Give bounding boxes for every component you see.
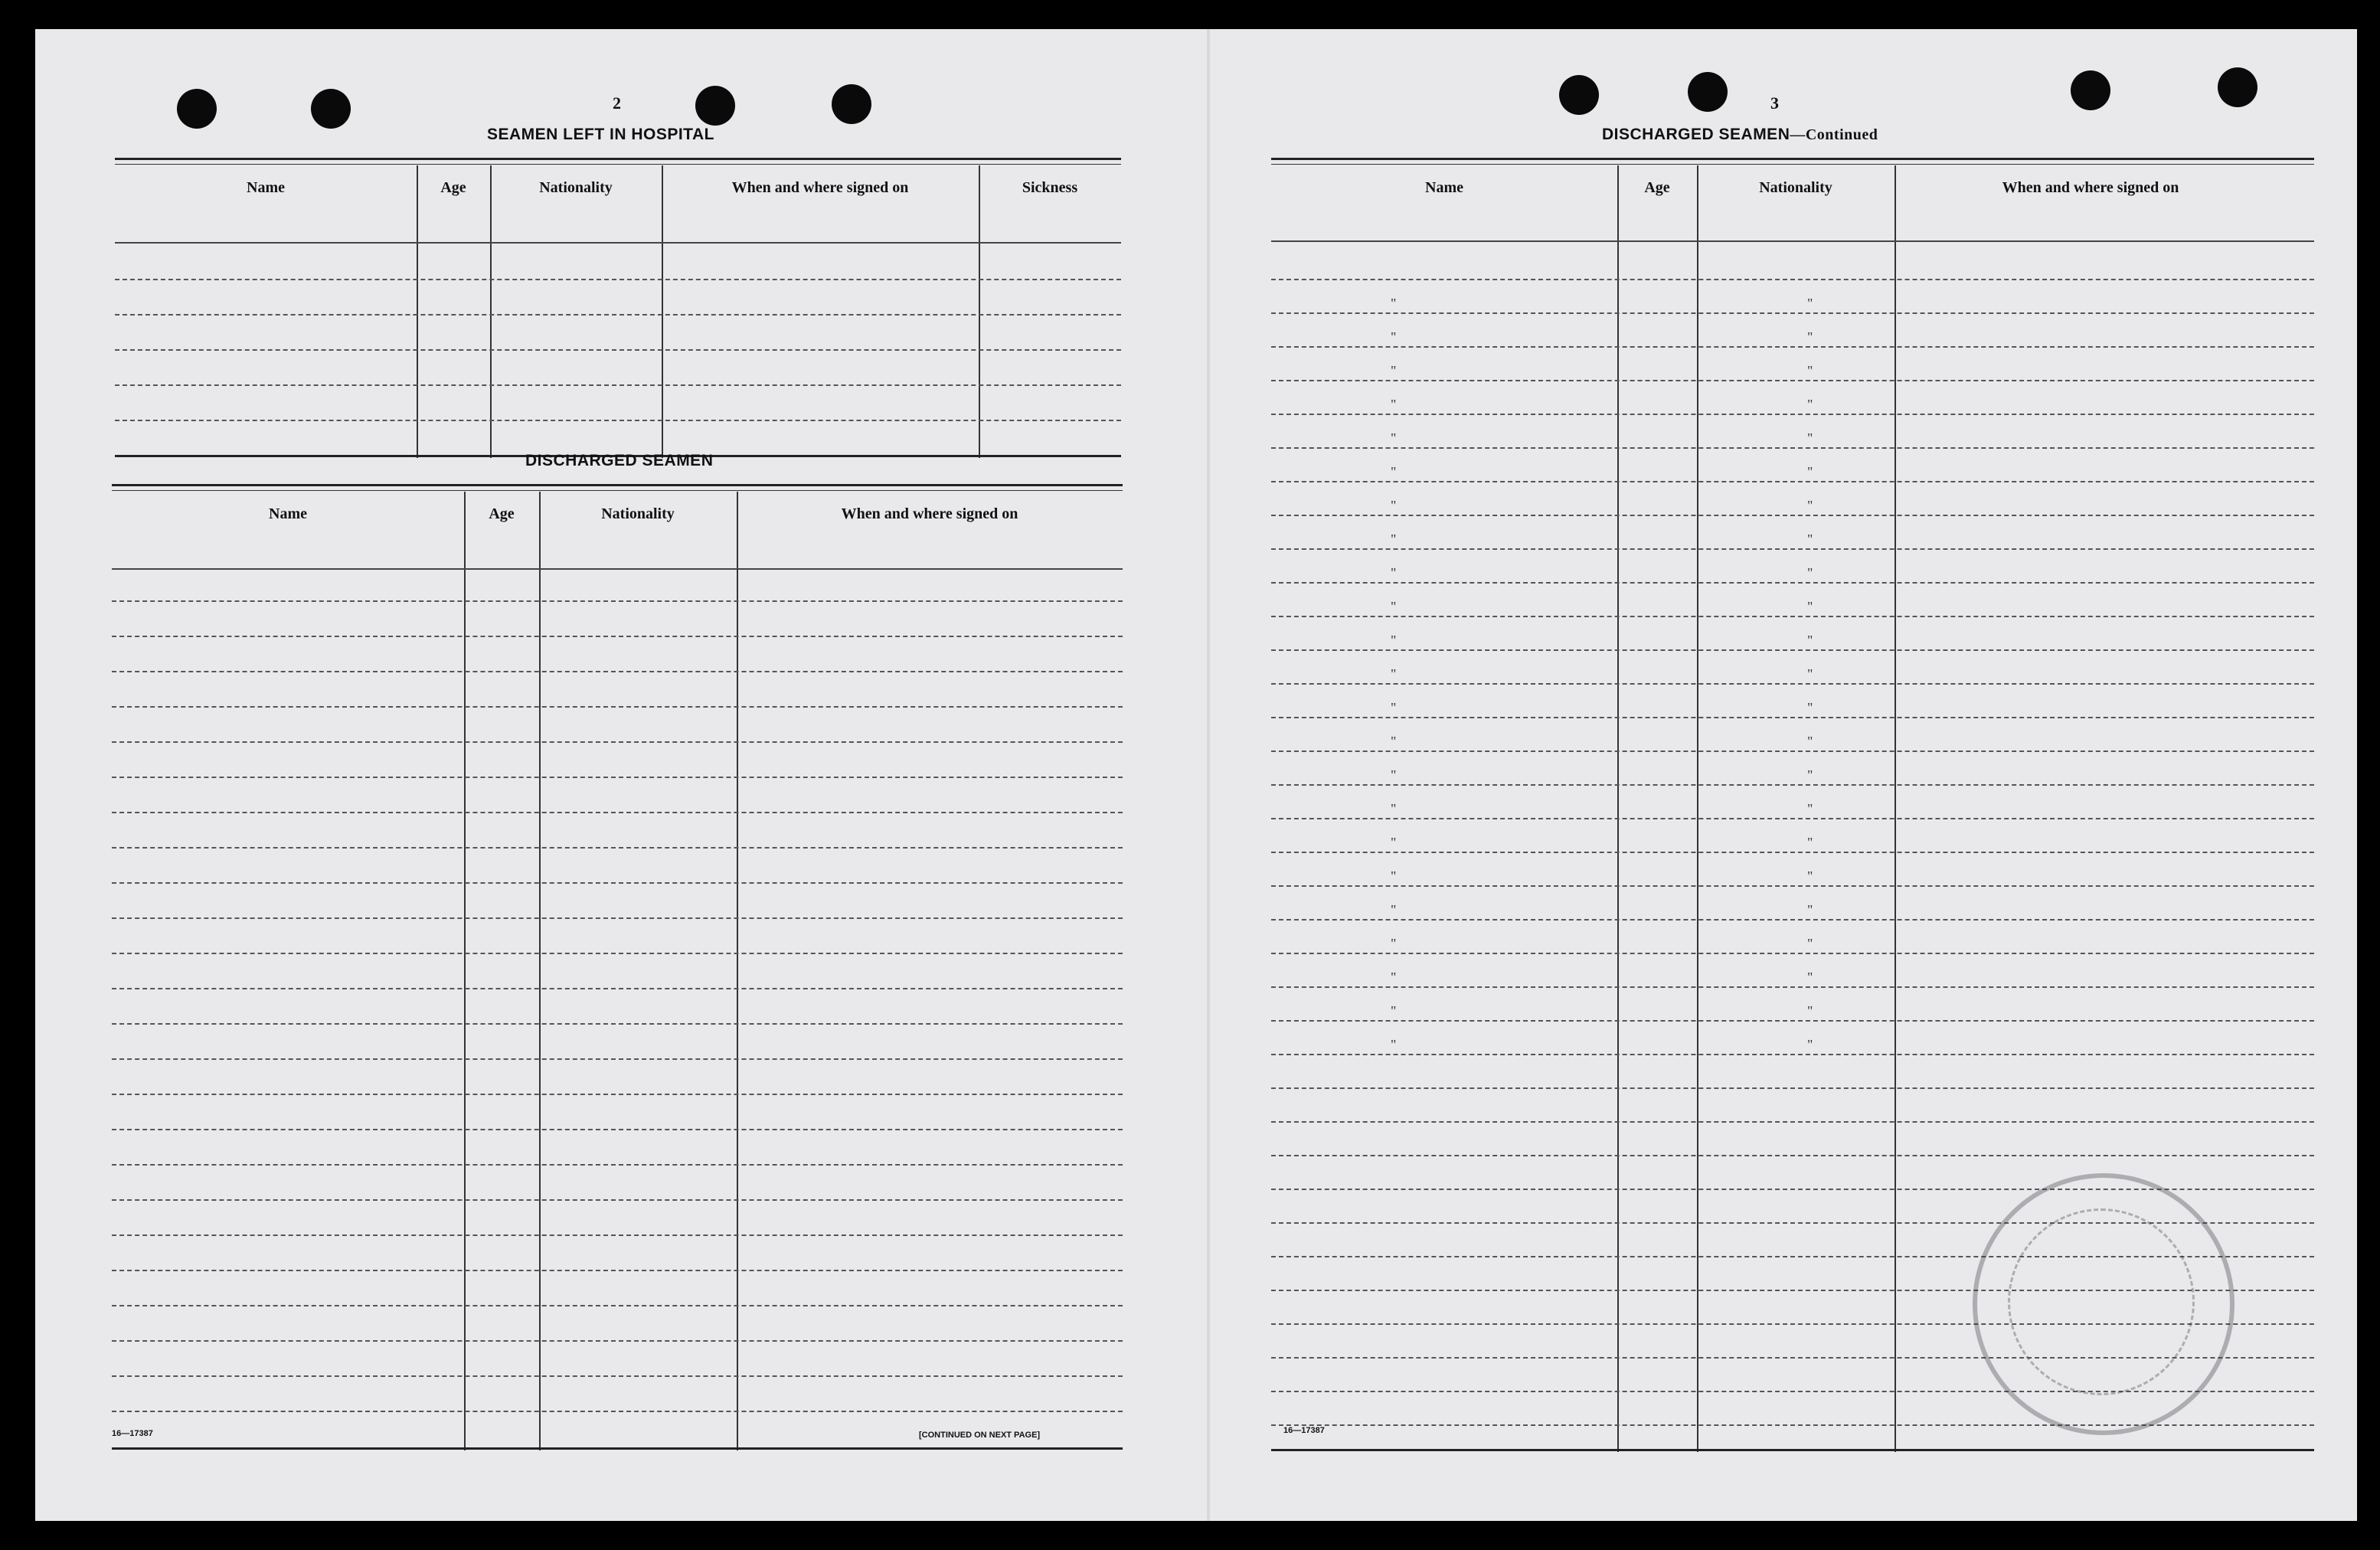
punch-hole <box>695 86 735 126</box>
punch-hole <box>311 89 351 129</box>
ditto-mark: " <box>1807 902 1813 917</box>
port-stamp-inner-ring <box>2008 1208 2195 1395</box>
ditto-mark: " <box>1391 633 1397 648</box>
ditto-mark: " <box>1391 801 1397 816</box>
ditto-mark: " <box>1807 734 1813 749</box>
column-header-nationality: Nationality <box>539 179 613 196</box>
ditto-mark: " <box>1391 329 1397 345</box>
ditto-mark: " <box>1807 363 1813 378</box>
column-header-name: Name <box>269 505 307 522</box>
punch-hole <box>1688 72 1728 112</box>
column-header-age: Age <box>489 505 515 522</box>
column-header-age: Age <box>440 179 466 196</box>
ditto-mark: " <box>1807 329 1813 345</box>
ditto-mark: " <box>1807 801 1813 816</box>
page-fold <box>1207 29 1210 1521</box>
ditto-mark: " <box>1391 902 1397 917</box>
ditto-mark: " <box>1807 666 1813 682</box>
ditto-mark: " <box>1807 868 1813 884</box>
ditto-mark: " <box>1391 498 1397 513</box>
ditto-mark: " <box>1391 464 1397 479</box>
column-header-nationality: Nationality <box>1759 179 1832 196</box>
ditto-mark: " <box>1807 464 1813 479</box>
ditto-mark: " <box>1391 599 1397 614</box>
section-title-discharged-continued <box>1602 126 1878 144</box>
ditto-mark: " <box>1807 397 1813 412</box>
ditto-mark: " <box>1807 700 1813 715</box>
form-number: 16—17387 <box>1283 1426 1325 1435</box>
punch-hole <box>1559 75 1599 115</box>
punch-hole <box>832 84 871 124</box>
punch-hole <box>2071 70 2110 110</box>
column-header-signed-on: When and where signed on <box>841 505 1018 522</box>
column-header-name: Name <box>1425 179 1463 196</box>
ditto-mark: " <box>1391 397 1397 412</box>
ditto-mark: " <box>1391 666 1397 682</box>
ditto-mark: " <box>1391 1037 1397 1052</box>
ditto-mark: " <box>1391 734 1397 749</box>
ditto-mark: " <box>1391 767 1397 783</box>
ditto-mark: " <box>1807 565 1813 580</box>
ditto-mark: " <box>1807 936 1813 951</box>
hospital-table <box>115 158 1121 458</box>
column-header-sickness: Sickness <box>1022 179 1078 196</box>
ditto-mark: " <box>1391 868 1397 884</box>
ditto-mark: " <box>1807 1037 1813 1052</box>
section-title-discharged: DISCHARGED SEAMEN <box>525 452 714 469</box>
punch-hole <box>177 89 217 129</box>
ditto-mark: " <box>1391 970 1397 985</box>
ditto-mark: " <box>1391 531 1397 547</box>
ditto-mark: " <box>1807 633 1813 648</box>
ditto-mark: " <box>1807 767 1813 783</box>
ditto-mark: " <box>1807 835 1813 850</box>
section-title-suffix: —Continued <box>1790 126 1878 143</box>
document-sheet <box>35 29 2357 1521</box>
section-title-hospital: SEAMEN LEFT IN HOSPITAL <box>487 126 714 143</box>
column-header-age: Age <box>1644 179 1670 196</box>
ditto-mark: " <box>1391 296 1397 311</box>
column-header-signed-on: When and where signed on <box>731 179 909 196</box>
ditto-mark: " <box>1807 1003 1813 1019</box>
page-number: 3 <box>1770 93 1779 113</box>
page-number: 2 <box>613 93 621 113</box>
ditto-mark: " <box>1391 835 1397 850</box>
column-header-nationality: Nationality <box>601 505 675 522</box>
form-number: 16—17387 <box>112 1429 153 1438</box>
ditto-mark: " <box>1807 599 1813 614</box>
ditto-mark: " <box>1807 296 1813 311</box>
ditto-mark: " <box>1391 936 1397 951</box>
ditto-mark: " <box>1391 700 1397 715</box>
column-header-name: Name <box>247 179 285 196</box>
ditto-mark: " <box>1391 430 1397 446</box>
ditto-mark: " <box>1807 498 1813 513</box>
column-header-signed-on: When and where signed on <box>2002 179 2179 196</box>
punch-hole <box>2218 67 2257 107</box>
ditto-mark: " <box>1391 1003 1397 1019</box>
discharged-table <box>112 484 1123 1450</box>
ditto-mark: " <box>1807 970 1813 985</box>
ditto-mark: " <box>1807 531 1813 547</box>
ditto-mark: " <box>1391 565 1397 580</box>
section-title: DISCHARGED SEAMEN <box>1602 126 1790 143</box>
ditto-mark: " <box>1807 430 1813 446</box>
continued-note: [CONTINUED ON NEXT PAGE] <box>919 1431 1041 1440</box>
ditto-mark: " <box>1391 363 1397 378</box>
